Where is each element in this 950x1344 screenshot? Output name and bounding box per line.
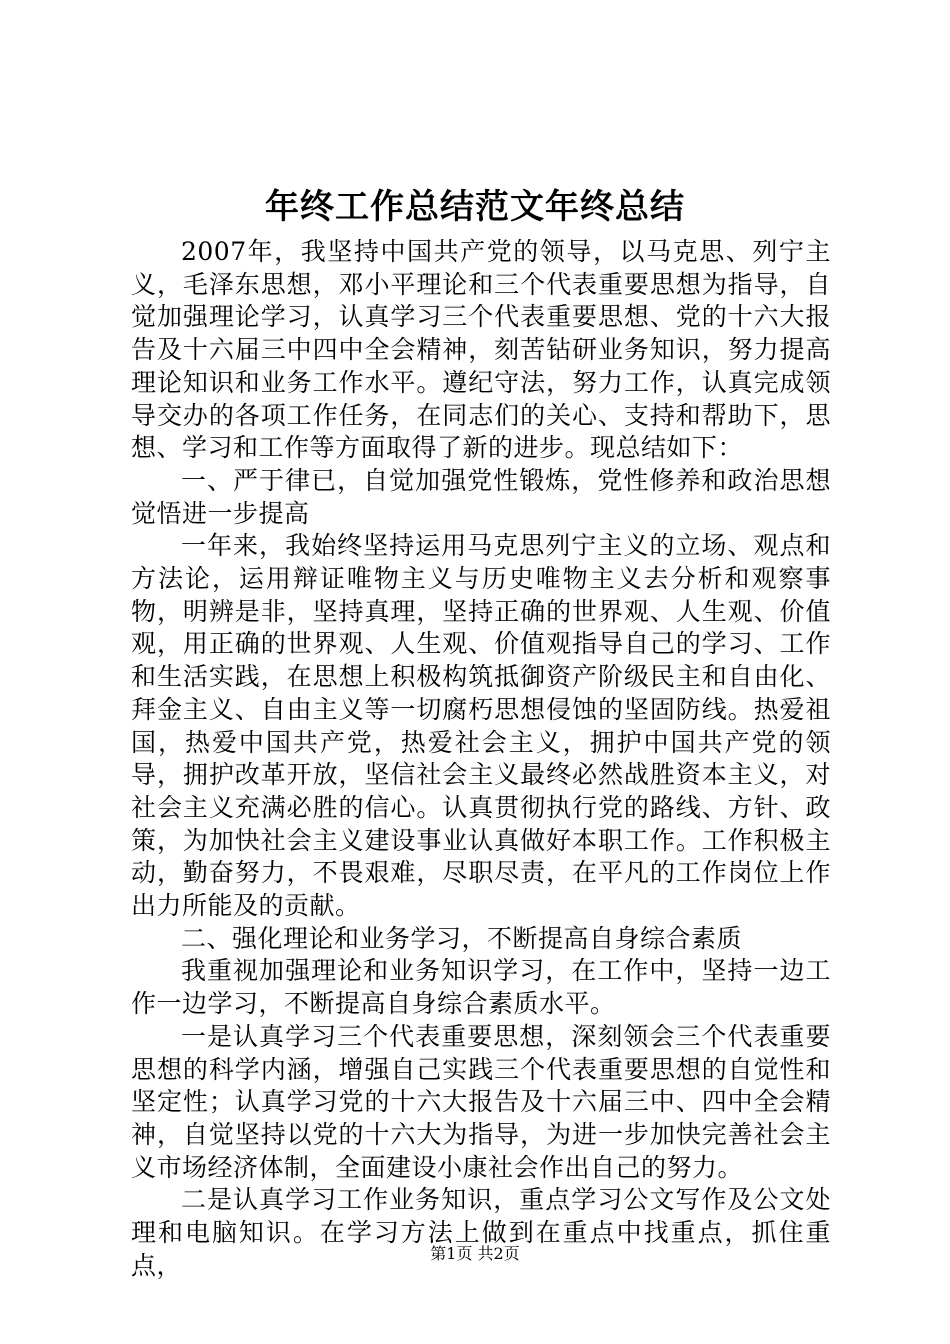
paragraph-section-2-intro: 我重视加强理论和业务知识学习，在工作中，坚持一边工作一边学习，不断提高自身综合素质水平。 [131,956,831,1019]
paragraph-point-1: 一是认真学习三个代表重要思想，深刻领会三个代表重要思想的科学内涵，增强自己实践三个代表重要思想的自觉性和坚定性；认真学习党的十六大报告及十六届三中、四中全会精神，自觉坚持以党的十六大为指导，为进一步加快完善社会主义市场经济体制，全面建设小康社会作出自己的努力。 [131,1021,831,1182]
page-footer: 第1页 共2页 [430,1244,520,1263]
document-body [131,236,831,1283]
paragraph-intro: 2007年，我坚持中国共产党的领导，以马克思、列宁主义，毛泽东思想，邓小平理论和三个代表重要思想为指导，自觉加强理论学习，认真学习三个代表重要思想、党的十六大报告及十六届三中四中全会精神，刻苦钻研业务知识，努力提高理论知识和业务工作水平。遵纪守法，努力工作，认真完成领导交办的各项工作任务，在同志们的关心、支持和帮助下，思想、学习和工作等方面取得了新的进步。现总结如下： [131,237,831,463]
section-heading-1: 一、严于律已，自觉加强党性锻炼，党性修养和政治思想觉悟进一步提高 [131,465,831,528]
document-title: 年终工作总结范文年终总结 [265,187,685,227]
paragraph-point-2: 二是认真学习工作业务知识，重点学习公文写作及公文处理和电脑知识。在学习方法上做到在重点中找重点，抓住重点， [131,1185,831,1280]
paragraph-section-1: 一年来，我始终坚持运用马克思列宁主义的立场、观点和方法论，运用辩证唯物主义与历史唯物主义去分析和观察事物，明辨是非，坚持真理，坚持正确的世界观、人生观、价值观，用正确的世界观、人生观、价值观指导自己的学习、工作和生活实践，在思想上积极构筑抵御资产阶级民主和自由化、拜金主义、自由主义等一切腐朽思想侵蚀的坚固防线。热爱祖国，热爱中国共产党，热爱社会主义，拥护中国共产党的领导，拥护改革开放，坚信社会主义最终必然战胜资本主义，对社会主义充满必胜的信心。认真贯彻执行党的路线、方针、政策，为加快社会主义建设事业认真做好本职工作。工作积极主动，勤奋努力，不畏艰难，尽职尽责，在平凡的工作岗位上作出力所能及的贡献。 [131,531,831,921]
section-heading-2: 二、强化理论和业务学习，不断提高自身综合素质 [181,923,743,953]
